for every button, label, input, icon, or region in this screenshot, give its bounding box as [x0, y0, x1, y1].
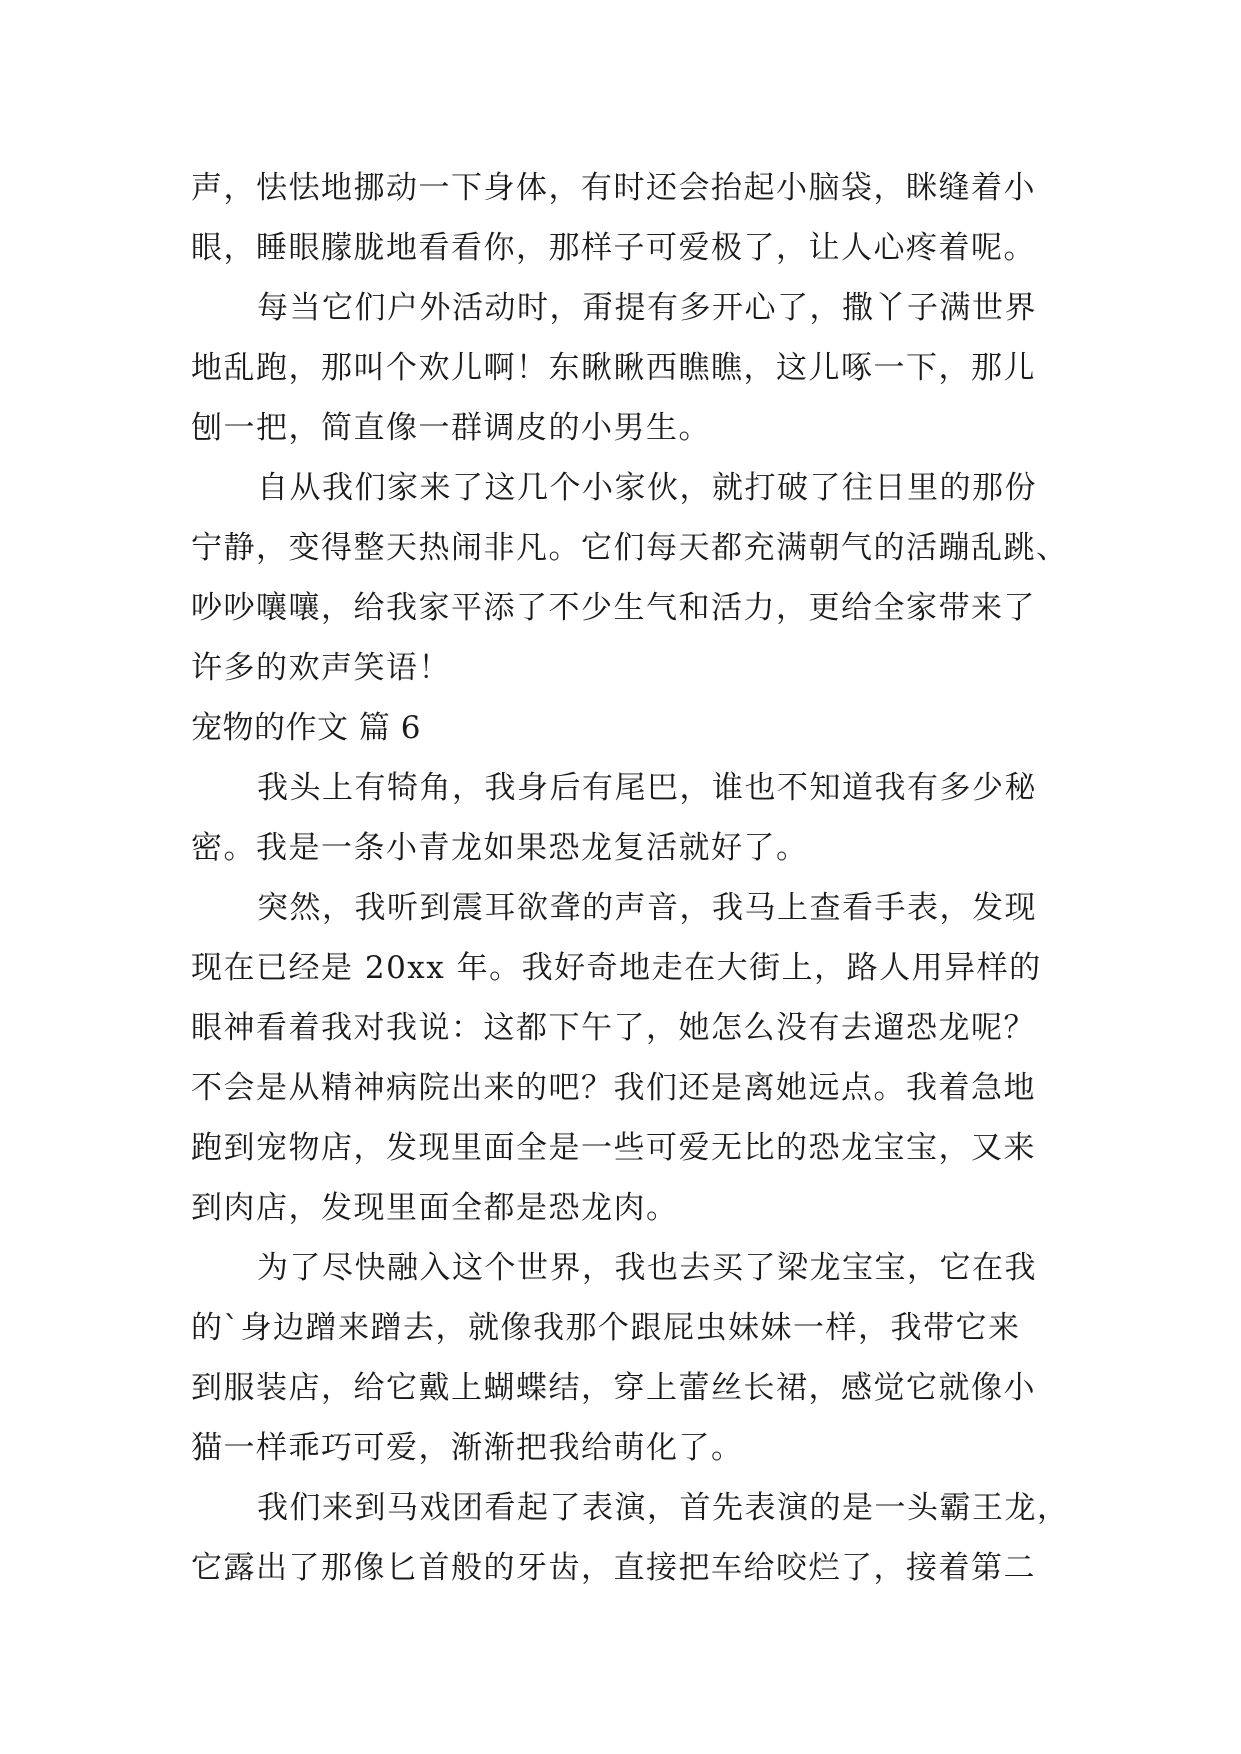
- text-line: 跑到宠物店，发现里面全是一些可爱无比的恐龙宝宝，又来: [191, 1130, 1036, 1166]
- text-line: 宁静，变得整天热闹非凡。它们每天都充满朝气的活蹦乱跳、: [191, 530, 1069, 566]
- text-line: 的`身边蹭来蹭去，就像我那个跟屁虫妹妹一样，我带它来: [191, 1310, 1021, 1346]
- text-line: 它露出了那像匕首般的牙齿，直接把车给咬烂了，接着第二: [191, 1550, 1036, 1586]
- text-line: 声，怯怯地挪动一下身体，有时还会抬起小脑袋，眯缝着小: [191, 170, 1036, 206]
- text-line: 到服装店，给它戴上蝴蝶结，穿上蕾丝长裙，感觉它就像小: [191, 1370, 1036, 1406]
- text-line: 吵吵嚷嚷，给我家平添了不少生气和活力，更给全家带来了: [191, 590, 1036, 626]
- section-heading: 宠物的作文 篇 6: [191, 710, 421, 746]
- paragraph-start-line: 为了尽快融入这个世界，我也去买了梁龙宝宝，它在我: [257, 1250, 1037, 1286]
- document-body: [191, 158, 1070, 1598]
- paragraph-start-line: 每当它们户外活动时，甭提有多开心了，撒丫子满世界: [257, 290, 1037, 326]
- paragraph-start-line: 自从我们家来了这几个小家伙，就打破了往日里的那份: [257, 470, 1037, 506]
- text-line: 许多的欢声笑语！: [191, 650, 451, 686]
- text-line: 地乱跑，那叫个欢儿啊！东瞅瞅西瞧瞧，这儿啄一下，那儿: [191, 350, 1036, 386]
- text-line: 刨一把，简直像一群调皮的小男生。: [191, 410, 711, 446]
- text-line: 猫一样乖巧可爱，渐渐把我给萌化了。: [191, 1430, 744, 1466]
- paragraph-start-line: 突然，我听到震耳欲聋的声音，我马上查看手表，发现: [257, 890, 1037, 926]
- text-line: 眼，睡眼朦胧地看看你，那样子可爱极了，让人心疼着呢。: [191, 230, 1036, 266]
- text-line: 现在已经是 20xx 年。我好奇地走在大街上，路人用异样的: [191, 950, 1042, 986]
- paragraph-start-line: 我们来到马戏团看起了表演，首先表演的是一头霸王龙，: [257, 1490, 1070, 1526]
- text-line: 密。我是一条小青龙如果恐龙复活就好了。: [191, 830, 809, 866]
- paragraph-start-line: 我头上有犄角，我身后有尾巴，谁也不知道我有多少秘: [257, 770, 1037, 806]
- text-line: 不会是从精神病院出来的吧？我们还是离她远点。我着急地: [191, 1070, 1036, 1106]
- text-line: 眼神看着我对我说：这都下午了，她怎么没有去遛恐龙呢？: [191, 1010, 1036, 1046]
- text-line: 到肉店，发现里面全都是恐龙肉。: [191, 1190, 679, 1226]
